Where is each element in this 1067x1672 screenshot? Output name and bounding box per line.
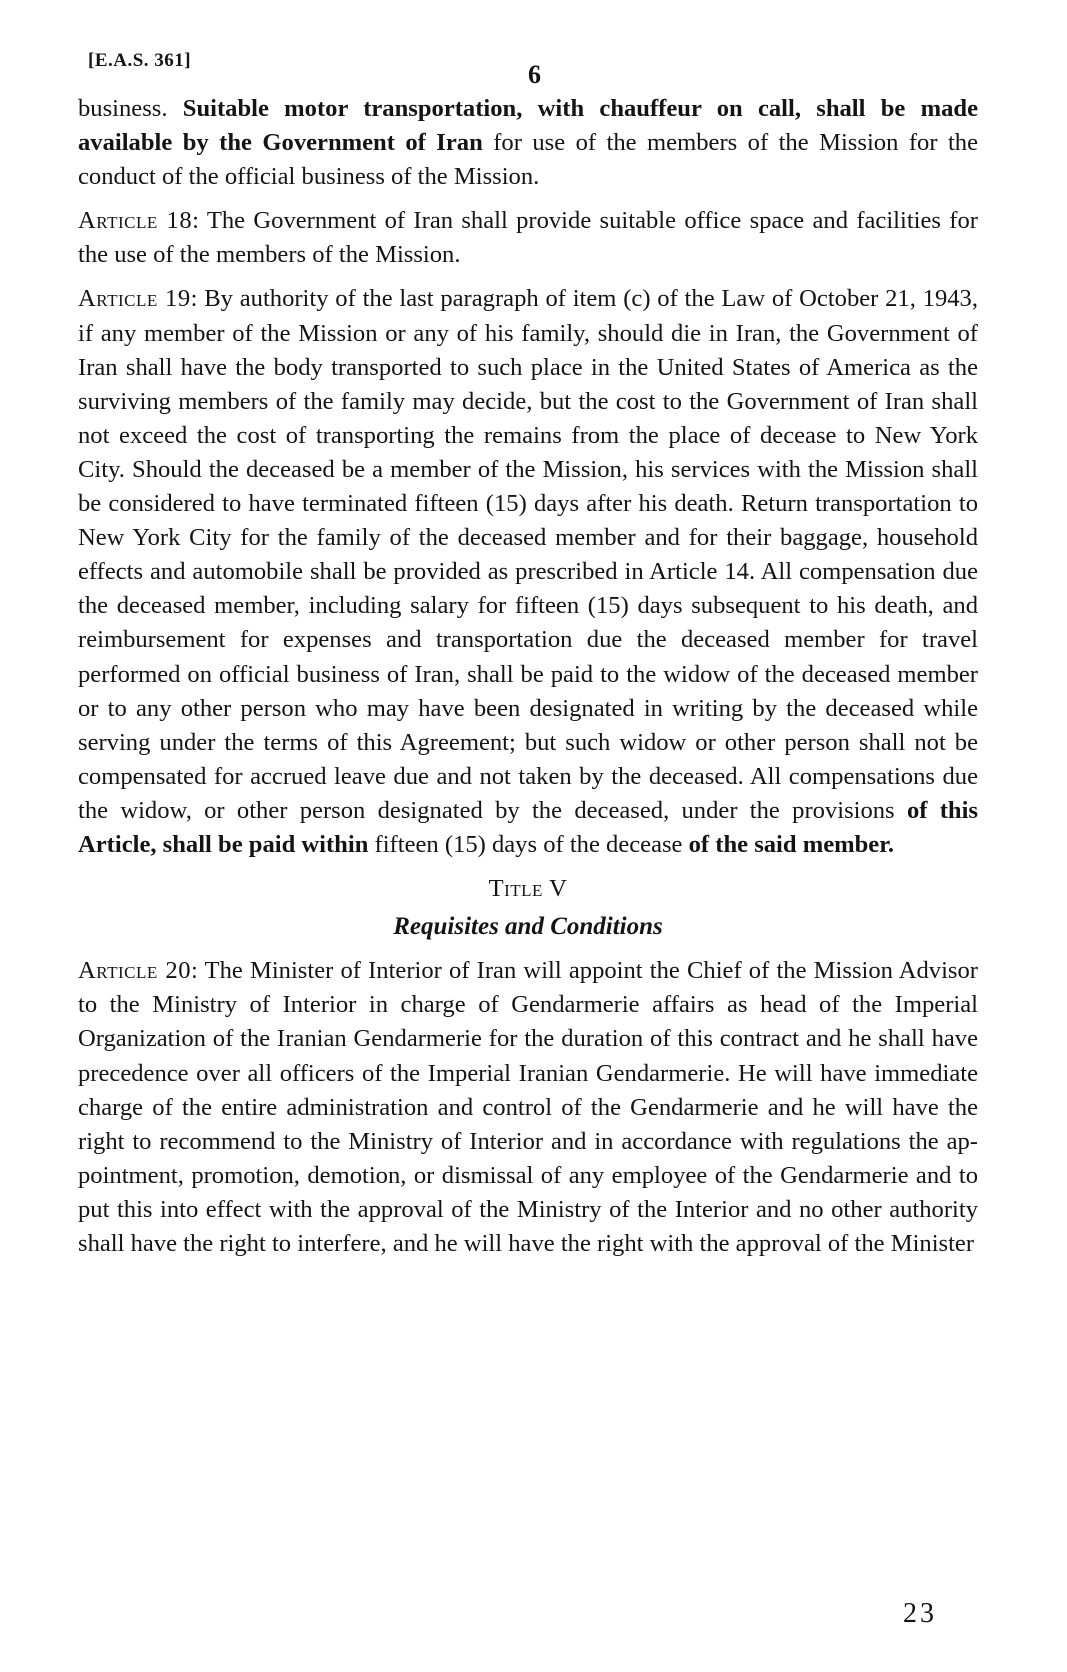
article-bold-text: of the said member. [688,830,895,858]
article-label: Article 19 [78,285,191,313]
section-title: Title V [488,875,568,903]
article-text: fifteen (15) days of the decease [368,830,689,858]
paragraph-text: business. [78,95,183,122]
document-body [78,92,978,1271]
section-subtitle: Requisites and Conditions [393,913,663,941]
series-identifier: [E.A.S. 361] [88,50,192,71]
paragraph-text: for use of the members of the Mission for the conduct of the official business of the Mission. [78,129,979,191]
article-text: : The Minister of Interior of Iran will appoint the Chief of the Mission Advisor to the Ministry of Interior in charge of Gendarmerie affairs as head of the Imperial Organization of the Iranian Gendarmerie for the duration of this contract and he shall have precedence over all officers of the Imperial Iranian Gendarmerie. He will have immediate charge of the entire administration and control of the Gendarmerie and he will have the right to recommend to the Ministry of Interior and in accordance with regulations the appointment, promotion, demotion, or dismissal of any employee of the Gendarmerie and to put this into effect with the approval of the Ministry of the Interior and no other authority shall have the right to interfere, and he will have the right with the approval of the Minister [78,957,978,1257]
article-20 [78,954,978,1261]
continued-paragraph [78,92,978,194]
article-19 [78,282,978,862]
footer-page-number: 23 [903,1598,937,1629]
article-label: Article 18 [78,207,193,235]
page-number: 6 [528,60,541,89]
paragraph-bold-text: Suitable motor transportation, with chauffeur on call, shall be made available by the Government of Iran [78,95,979,157]
article-bold-text: of this Article, shall be paid within [78,796,978,858]
article-18 [78,204,978,272]
article-text: : By authority of the last paragraph of item (c) of the Law of October 21, 1943, if any member of the Mission or any of his family, should die in Iran, the Government of Iran shall have the body transported to such place in the United States of America as the surviving members of the family may decide, but the cost to the Government of Iran shall not exceed the cost of transporting the remains from the place of decease to New York City. Should the deceased be a member of the Mission, his services with the Mission shall be considered to have terminated fifteen (15) days after his death. Return transportation to New York City for the family of the deceased member and for their baggage, household effects and automobile shall be provided as prescribed in Article 14. All compensation due the deceased member, including salary for fifteen (15) days subsequent to his death, and reimbursement for expenses and transportation due the deceased member for travel performed on official business of Iran, shall be paid to the widow of the deceased member or to any other person who may have been designated in writing by the deceased while serving under the terms of this Agreement; but such widow or other person shall not be compensated for accrued leave due and not taken by the deceased. All compensations due the widow, or other person designated by the deceased, under the provisions [78,285,979,824]
article-text: : The Government of Iran shall provide suitable office space and facilities for the use of the members of the Mission. [78,207,978,269]
article-label: Article 20 [78,957,191,985]
